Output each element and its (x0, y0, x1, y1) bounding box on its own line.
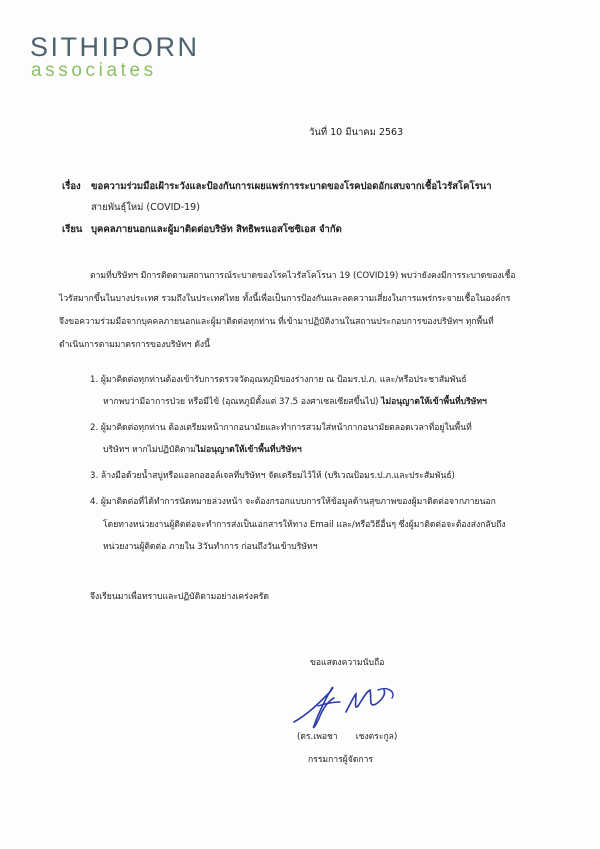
signatory-name-prefix: (ดร.เพอชา (297, 732, 338, 742)
recipient-label: เรียน (62, 224, 83, 235)
handwritten-signature (288, 676, 418, 736)
item-4-line-1: 4. ผู้มาติดต่อที่ได้ทำการนัดหมายล่วงหน้า จะต้องกรอกแบบการให้ข้อมูลด้านสุขภาพของผู้มาติดต่อจากภายนอก (90, 497, 496, 507)
closing-line: จึงเรียนมาเพื่อทราบและปฏิบัติตามอย่างเคร่งครัด (90, 592, 269, 602)
signatory-position: กรรมการผู้จัดการ (308, 755, 374, 765)
item-1-warning: ไม่อนุญาตให้เข้าพื้นที่บริษัทฯ (381, 397, 487, 407)
intro-line-2: ไวรัสมากขึ้นในบางประเทศ รวมถึงในประเทศไทย ทั้งนี้เพื่อเป็นการป้องกันและลดความเสี่ยงในการแพร่กระจายเชื้อในองค์กร (59, 294, 511, 304)
item-1-line-2 (103, 398, 487, 407)
company-logo-name: SITHIPORN (30, 32, 200, 62)
subject-line-1: ขอความร่วมมือเฝ้าระวังและป้องกันการเผยแพร่การระบาดของโรคปอดอักเสบจากเชื้อไวรัสโคโรนา (91, 181, 492, 192)
intro-line-4: ดำเนินการตามมาตรการของบริษัทฯ ดังนี้ (59, 340, 210, 350)
signatory-name-suffix: เชงตระกูล) (355, 732, 398, 742)
company-logo-subtitle: associates (31, 60, 157, 81)
item-2-line-1: 2. ผู้มาติดต่อทุกท่าน ต้องเตรียมหน้ากากอนามัยและทำการสวมใส่หน้ากากอนามัยตลอดเวลาที่อยู่ในพื้นที่ (90, 423, 472, 433)
recipient-text: บุคคลภายนอกและผู้มาติดต่อบริษัท สิทธิพรแอสโซซิเอส จำกัด (91, 224, 342, 235)
letter-date: วันที่ 10 มีนาคม 2563 (309, 127, 404, 138)
item-4-line-3: หน่วยงานผู้ติดต่อ ภายใน 3วันทำการ ก่อนถึงวันเข้าบริษัทฯ (103, 542, 318, 552)
subject-line-2: สายพันธุ์ใหม่ (COVID-19) (91, 202, 200, 213)
item-4-line-2: โดยทางหน่วยงานผู้ติดต่อจะทำการส่งเป็นเอกสารให้ทาง Email และ/หรือวิธีอื่นๆ ซึ่งผู้มาติดต่อจะต้องส่งกลับถึง (103, 520, 506, 530)
item-1-text: หากพบว่ามีอาการป่วย หรือมีไข้ (อุณหภูมิตั้งแต่ 37.5 องศาเซลเซียสขึ้นไป) (103, 397, 382, 407)
item-2-text: บริษัทฯ หากไม่ปฏิบัติตาม (103, 445, 196, 455)
item-3-line-1: 3. ล้างมือด้วยน้ำสบู่หรือแอลกอฮอล์เจลที่บริษัทฯ จัดเตรียมไว้ให้ (บริเวณป้อมร.ป.ภ.และประสัมพันธ์) (90, 471, 455, 481)
intro-line-1: ตามที่บริษัทฯ มีการติดตามสถานการณ์ระบาดของโรคไวรัสโคโรนา 19 (COVID19) พบว่ายังคงมีการระบาดของเชื้อ (90, 271, 516, 281)
signatory-name (297, 733, 397, 742)
signoff-greeting: ขอแสดงความนับถือ (310, 658, 385, 668)
subject-label: เรื่อง (62, 181, 81, 192)
item-2-warning: ไม่อนุญาตให้เข้าพื้นที่บริษัทฯ (195, 445, 302, 455)
item-1-line-1: 1. ผู้มาติดต่อทุกท่านต้องเข้ารับการตรวจวัดอุณหภูมิของร่างกาย ณ ป้อมร.ป.ภ. และ/หรือประชาสัมพันธ์ (90, 375, 467, 385)
intro-line-3: จึงขอความร่วมมือจากบุคคลภายนอกและผู้มาติดต่อทุกท่าน ที่เข้ามาปฏิบัติงานในสถานประกอบการของบริษัทฯ ทุกพื้นที่ (59, 317, 494, 327)
item-2-line-2 (103, 446, 302, 455)
